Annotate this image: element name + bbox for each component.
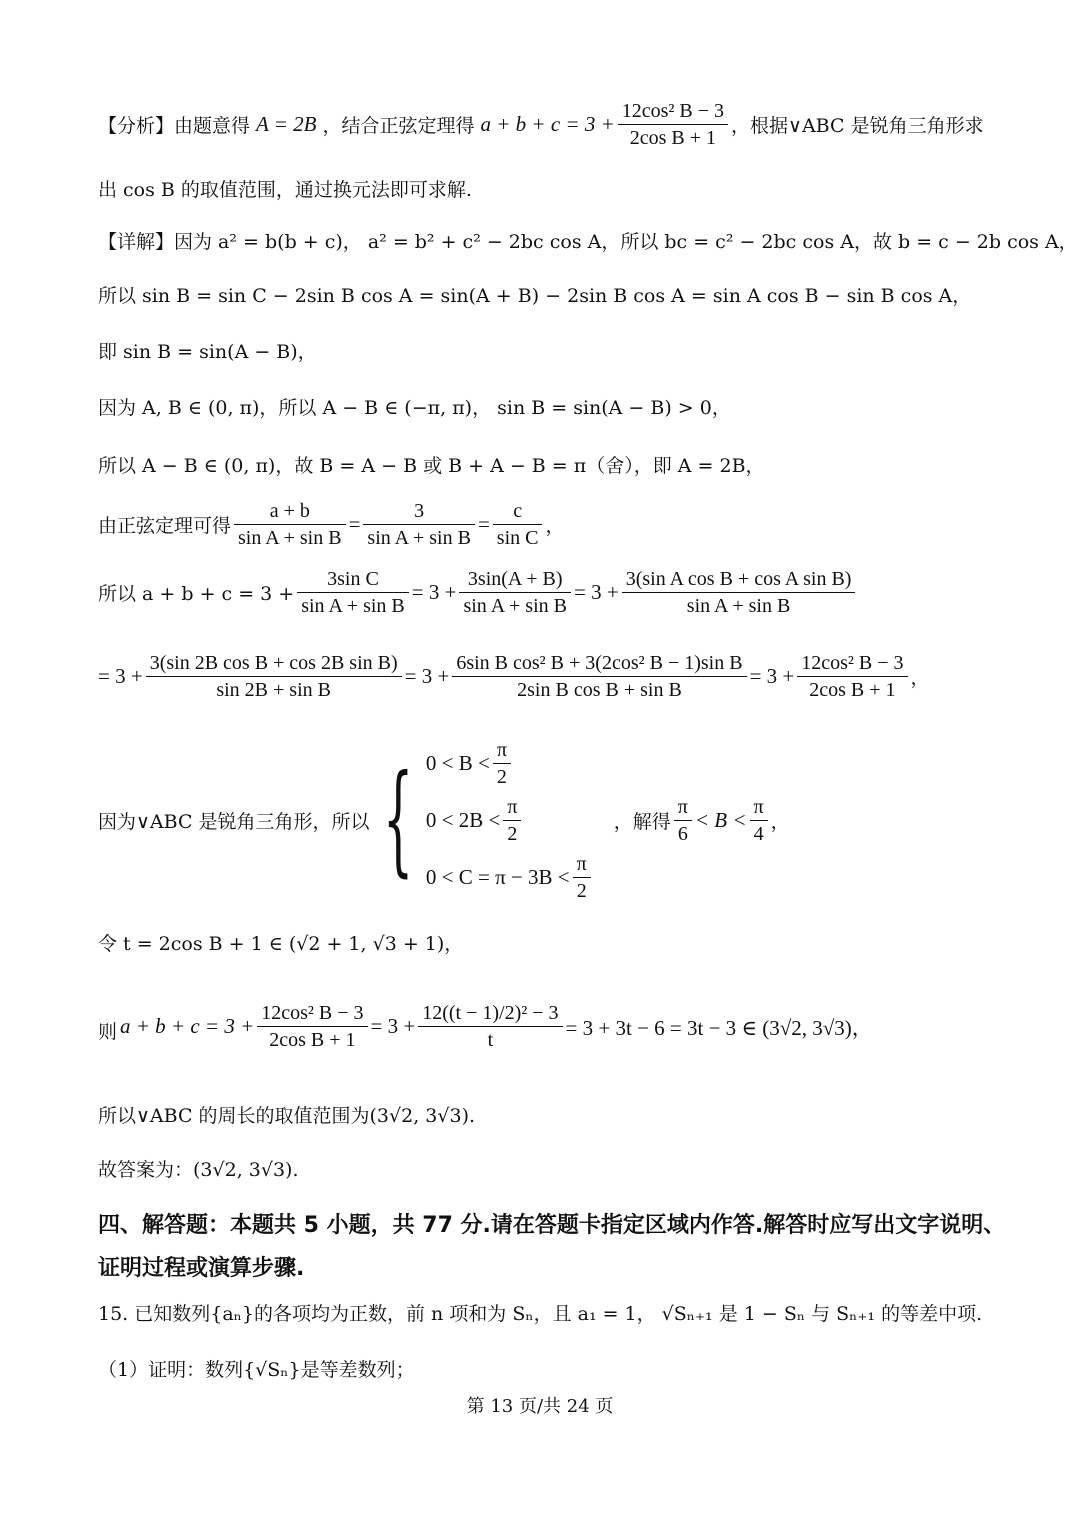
analysis-line-2: 出 cos B 的取值范围，通过换元法即可求解. [98,179,472,201]
analysis-line-1 [98,98,984,151]
question-15-part-1: （1）证明：数列{√Sₙ}是等差数列； [98,1359,415,1381]
fraction: $\frac{\text{3(sin A cos B + cos A sin B)}}{\text{sin A + sin B}}$ [622,566,856,619]
brace-symbol: { [382,750,413,889]
inequality-system: 0 < B < $\frac{\pi}{2}$ 0 < 2B < $\frac{\pi}{2}$ 0 < C = π − 3B < $\frac{\pi}{2}$ [426,735,594,905]
analysis-text-2: ，结合正弦定理得 [322,115,475,137]
analysis-fraction: $\frac{\text{12cos² B − 3}}{\text{2cos B + 1}}$ [618,98,728,151]
detail-line-12: 所以∨ABC 的周长的取值范围为(3√2, 3√3). [98,1105,476,1127]
detail-line-5: 所以 A − B ∈ (0, π)，故 B = A − B 或 B + A − B = π（舍），即 A = 2B， [98,455,765,477]
detail-line-4: 因为 A, B ∈ (0, π)，所以 A − B ∈ (−π, π)， sin B = sin(A − B) > 0， [98,397,731,419]
detail-line-10: 令 t = 2cos B + 1 ∈ (√2 + 1, √3 + 1)， [98,933,464,955]
detail-line-2: 所以 sin B = sin C − 2sin B cos A = sin(A + B) − 2sin B cos A = sin A cos B − sin B cos A， [98,285,972,307]
section-heading-line-1: 四、解答题：本题共 5 小题，共 77 分.请在答题卡指定区域内作答.解答时应写出文字说明、 [98,1213,1006,1238]
analysis-eq-1: A = 2B [256,112,317,136]
fraction: $\frac{3}{\text{sin A + sin B}}$ [363,498,475,551]
fraction: $\frac{\text{3sin C}}{\text{sin A + sin B}}$ [297,566,409,619]
fraction: $\frac{\text{3(sin 2B cos B + cos 2B sin B)}}{\text{sin 2B + sin B}}$ [146,650,402,703]
detail-line-3: 即 sin B = sin(A − B)， [98,341,317,363]
question-15: 15. 已知数列{aₙ}的各项均为正数，前 n 项和为 Sₙ，且 a₁ = 1， √Sₙ₊₁ 是 1 − Sₙ 与 Sₙ₊₁ 的等差中项. [98,1303,983,1325]
fraction: $\frac{\pi}{6}$ [674,794,692,847]
detail-line-11: a + b + c = 3 + $\frac{\text{12cos² B − 3}}{\text{2cos B + 1}}$ = 3 + $\frac{\text{12((t − 1)/2)² − 3}}{t}$ = 3 + 3t − 6 = 3t − 3 ∈ (3√2, 3√3)， [120,1002,873,1051]
analysis-text-1: 由题意得 [174,115,251,137]
fraction: $\frac{\text{6sin B cos² B + 3(2cos² B − 1)sin B}}{\text{2sin B cos B + sin B}}$ [452,650,746,703]
detail-line-9-system: 因为∨ABC 是锐角三角形，所以 { 0 < B < $\frac{\pi}{2}$ 0 < 2B < $\frac{\pi}{2}$ 0 < C = π − 3B < $\frac{\pi}{2}$ ，解得 $\frac{\pi}{6}$ < B < $\frac{\pi}{4}$ ， [98,735,790,905]
fraction: $\frac{3\sin(A + B)}{\text{sin A + sin B}}$ [459,566,571,619]
fraction: $\frac{\pi}{4}$ [750,794,768,847]
fraction: $\frac{\text{12((t − 1)/2)² − 3}}{t}$ [418,1000,562,1053]
detail-line-1: 【详解】因为 a² = b(b + c)， a² = b² + c² − 2bc cos A，所以 bc = c² − 2bc cos A，故 b = c − 2b cos A， [98,231,1078,253]
detail-line-7: 所以 a + b + c = 3 + $\frac{\text{3sin C}}{\text{sin A + sin B}}$ = 3 + $\frac{3\sin(A + B)}{\text{sin A + sin B}}$ = 3 + $\frac{\text{3(sin A cos B + cos A sin B)}}{\text{sin A + sin B}}$ [98,566,858,619]
detail-line-11-then: 则 [98,1021,118,1043]
fraction: $\frac{\text{12cos² B − 3}}{\text{2cos B + 1}}$ [257,1000,367,1053]
analysis-eq-2-lhs: a + b + c = 3 + [480,112,615,136]
fraction: $\frac{a + b}{\text{sin A + sin B}}$ [234,498,346,551]
analysis-label: 【分析】 [98,115,175,137]
fraction: $\frac{\text{12cos² B − 3}}{\text{2cos B + 1}}$ [797,650,907,703]
section-heading-line-2: 证明过程或演算步骤. [98,1256,305,1281]
detail-line-13: 故答案为：(3√2, 3√3). [98,1159,299,1181]
detail-line-8: = 3 + $\frac{\text{3(sin 2B cos B + cos 2B sin B)}}{\text{sin 2B + sin B}}$ = 3 + $\frac{\text{6sin B cos² B + 3(2cos² B − 1)sin B}}{\text{2sin B cos B + sin B}}$ = 3 + $\frac{\text{12cos² B − 3}}{\text{2cos B + 1}}$ ， [98,652,930,701]
analysis-text-3: ，根据∨ABC 是锐角三角形求 [731,115,984,137]
detail-line-6: 由正弦定理可得 $\frac{a + b}{\text{sin A + sin B}}$ = $\frac{3}{\text{sin A + sin B}}$ = $\frac{c}{\text{sin C}}$ ， [98,500,565,549]
page-footer: 第 13 页/共 24 页 [466,1396,614,1417]
fraction: $\frac{c}{\text{sin C}}$ [493,498,543,551]
